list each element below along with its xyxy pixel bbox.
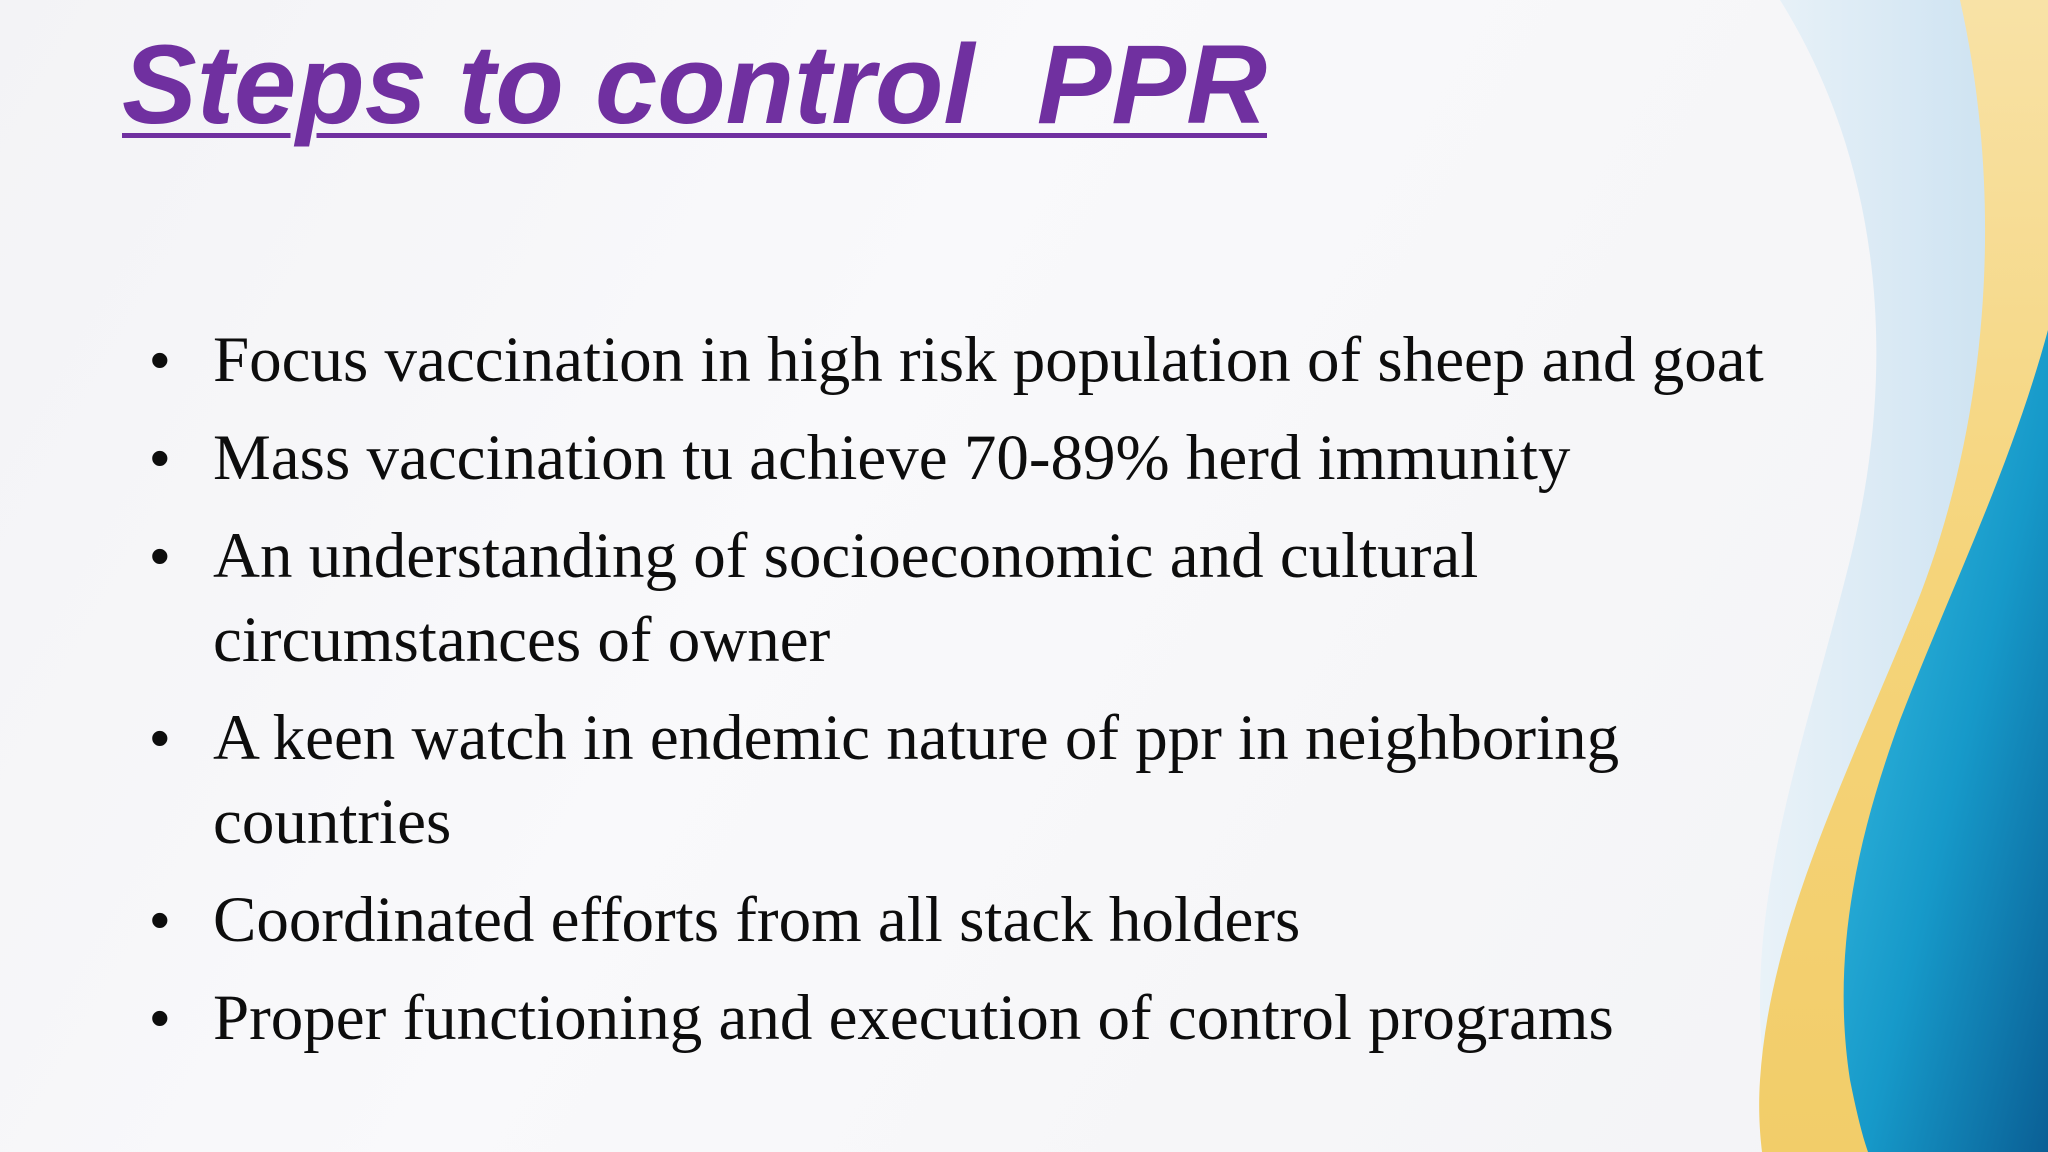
bullet-text: Proper functioning and execution of control programs [213,982,1614,1054]
bullet-icon: • [150,524,170,587]
bullet-text: Focus vaccination in high risk population of sheep and goat [213,324,1764,396]
bullet-item [150,976,1850,1060]
bullet-item [150,514,1643,682]
bullet-text: A keen watch in endemic nature of ppr in neighboring countries [213,702,1620,858]
bullet-icon: • [150,986,170,1049]
bullet-item [150,696,1643,864]
slide-title: Steps to control PPR [122,22,1267,147]
bullet-list [150,318,1850,1074]
bullet-text: Coordinated efforts from all stack holders [213,884,1301,956]
bullet-text: Mass vaccination tu achieve 70-89% herd immunity [213,422,1571,494]
bullet-icon: • [150,888,170,951]
bullet-item [150,318,1850,402]
bullet-icon: • [150,426,170,489]
bullet-text: An understanding of socioeconomic and cultural circumstances of owner [213,520,1479,676]
bullet-icon: • [150,706,170,769]
bullet-item [150,416,1850,500]
bullet-item [150,878,1850,962]
bullet-icon: • [150,328,170,391]
